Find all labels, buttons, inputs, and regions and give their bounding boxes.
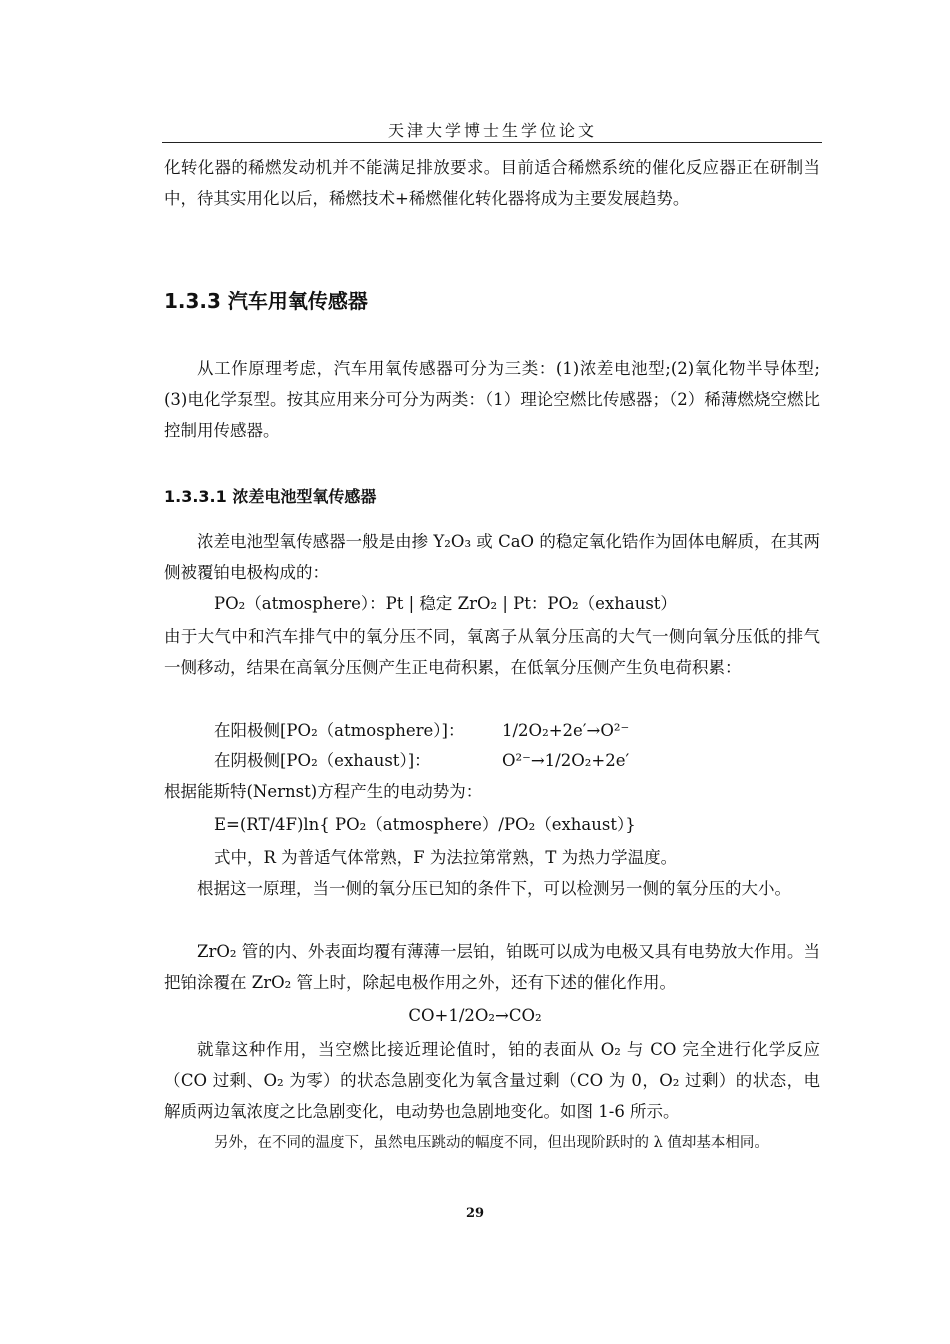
paragraph-6: 另外，在不同的温度下，虽然电压跳动的幅度不同，但出现阶跃时的 λ 值却基本相同。	[214, 1135, 769, 1151]
nernst-equation: E=(RT/4F)ln{ PO₂（atmosphere）/PO₂（exhaust）}	[214, 815, 636, 834]
paragraph-2: 由于大气中和汽车排气中的氧分压不同，氧离子从氧分压高的大气一侧向氧分压低的排气一侧移动，结果在高氧分压侧产生正电荷积累，在低氧分压侧产生负电荷积累：	[164, 627, 820, 677]
running-header: 天津大学博士生学位论文	[387, 121, 597, 140]
section-heading-1-3-3-1: 1.3.3.1 浓差电池型氧传感器	[164, 487, 377, 506]
paragraph-1: 浓差电池型氧传感器一般是由掺 Y₂O₃ 或 CaO 的稳定氧化锆作为固体电解质，在其两侧被覆铂电极构成的：	[164, 532, 820, 582]
intro-paragraph-block	[164, 152, 820, 214]
nernst-intro: 根据能斯特(Nernst)方程产生的电动势为：	[164, 782, 483, 801]
paragraph-5-block	[164, 1034, 820, 1127]
section-1-3-3-paragraph: 从工作原理考虑，汽车用氧传感器可分为三类：(1)浓差电池型;(2)氧化物半导体型;(3)电化学泵型。按其应用来分可分为两类：（1）理论空燃比传感器；（2）稀薄燃烧空燃比控制用传感器。	[164, 359, 820, 440]
intro-paragraph: 化转化器的稀燃发动机并不能满足排放要求。目前适合稀燃系统的催化反应器正在研制当中，待其实用化以后，稀燃技术+稀燃催化转化器将成为主要发展趋势。	[164, 158, 820, 208]
paragraph-2-block	[164, 621, 820, 683]
cathode-label: 在阴极侧[PO₂（exhaust）]：	[214, 751, 431, 770]
page-number: 29	[465, 1206, 485, 1221]
header-rule	[162, 142, 822, 143]
paragraph-5: 就靠这种作用，当空燃比接近理论值时，铂的表面从 O₂ 与 CO 完全进行化学反应（CO 过剩、O₂ 为零）的状态急剧变化为氧含量过剩（CO 为 0，O₂ 过剩）的状态，电解质两边氧浓度之比急剧变化，电动势也急剧地变化。如图 1-6 所示。	[164, 1040, 820, 1121]
paragraph-4-block	[164, 936, 820, 998]
equation-note: 式中，R 为普适气体常熟，F 为法拉第常熟，T 为热力学温度。	[214, 848, 678, 867]
paragraph-3: 根据这一原理，当一侧的氧分压已知的条件下，可以检测另一侧的氧分压的大小。	[197, 879, 791, 898]
section-heading-1-3-3: 1.3.3 汽车用氧传感器	[164, 289, 368, 313]
section-1-3-3-body	[164, 353, 820, 446]
paragraph-1-block	[164, 526, 820, 588]
cell-formula: PO₂（atmosphere）：Pt | 稳定 ZrO₂ | Pt：PO₂（exhaust）	[214, 594, 677, 613]
paragraph-3-block	[164, 873, 820, 904]
anode-label: 在阳极侧[PO₂（atmosphere）]：	[214, 721, 465, 740]
co-reaction: CO+1/2O₂→CO₂	[408, 1006, 542, 1025]
cathode-reaction: O²⁻→1/2O₂+2e′	[502, 751, 630, 770]
anode-reaction: 1/2O₂+2e′→O²⁻	[502, 721, 630, 740]
paragraph-4: ZrO₂ 管的内、外表面均覆有薄薄一层铂，铂既可以成为电极又具有电势放大作用。当把铂涂覆在 ZrO₂ 管上时，除起电极作用之外，还有下述的催化作用。	[164, 942, 820, 992]
